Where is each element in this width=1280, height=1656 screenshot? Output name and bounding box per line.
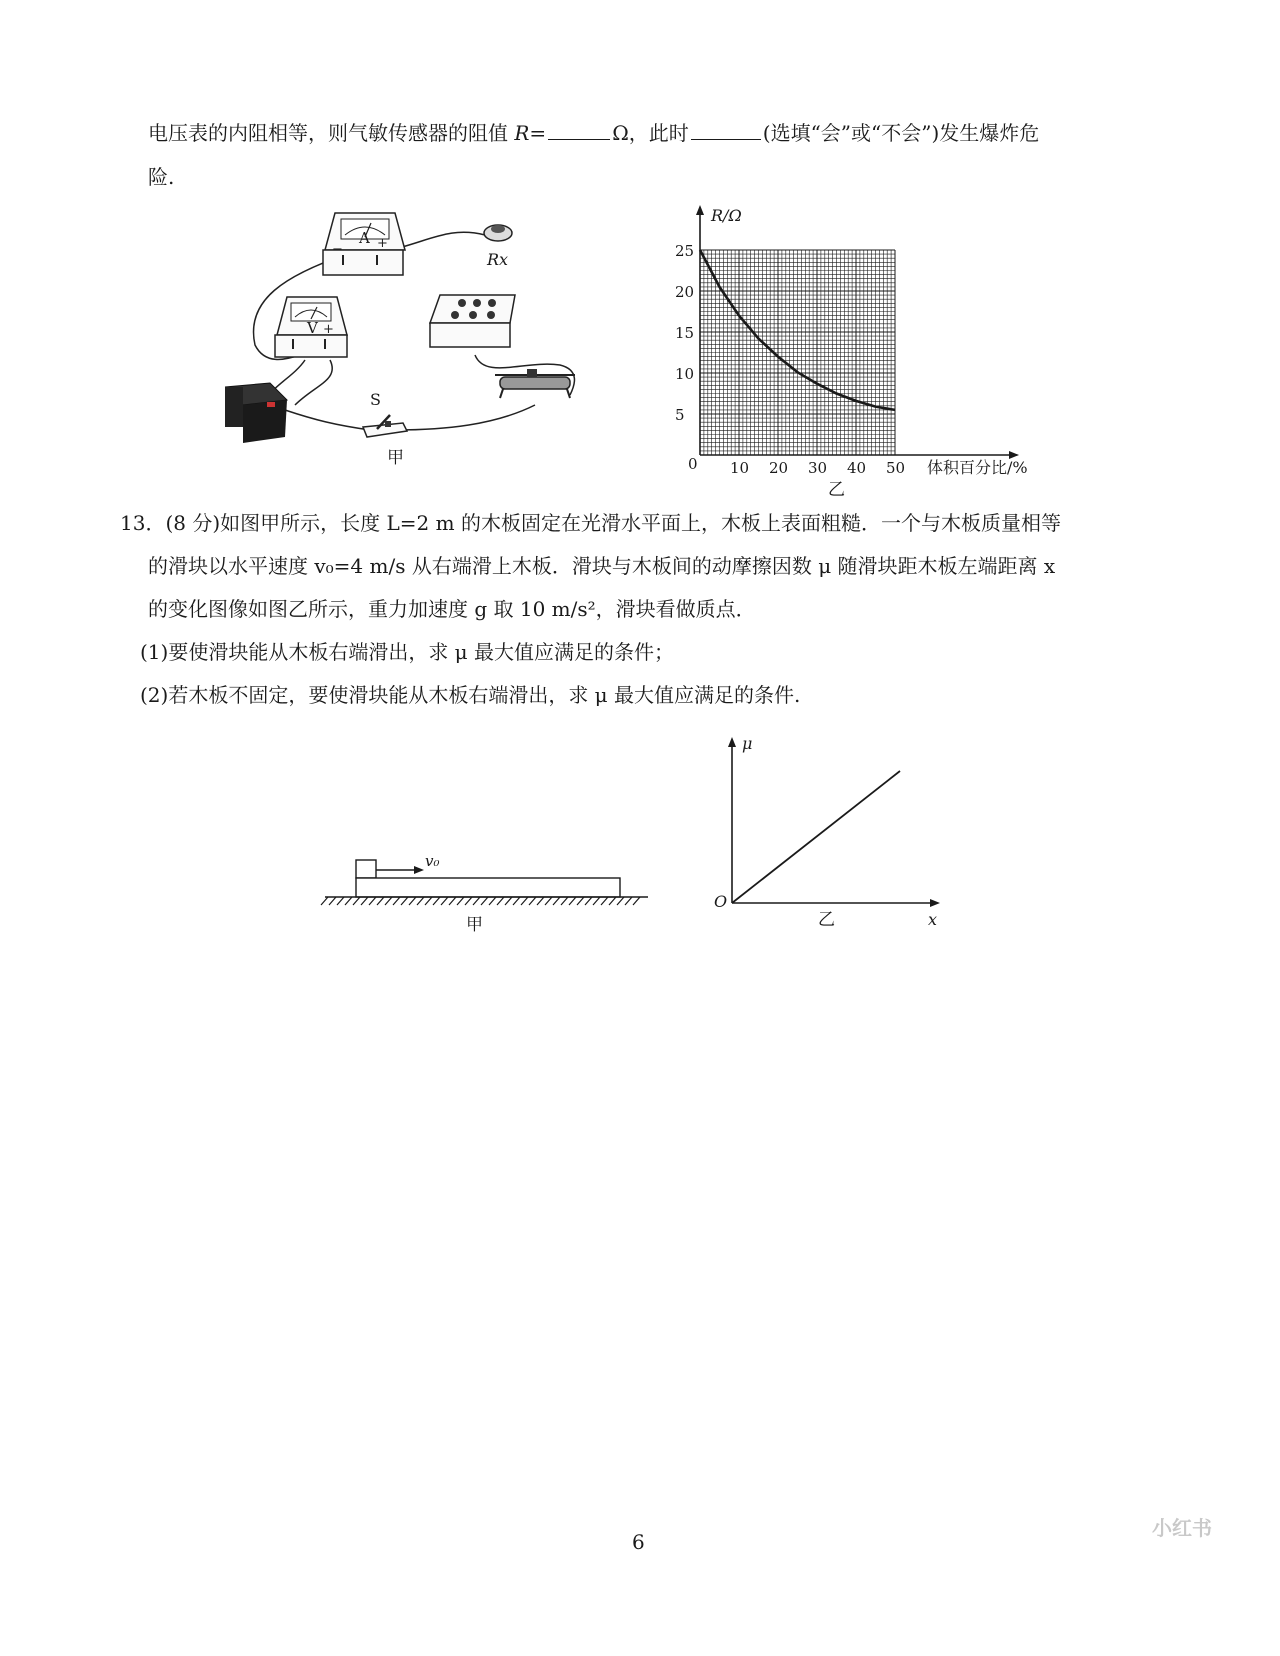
hatch-line (385, 897, 392, 905)
switch-icon (363, 415, 407, 437)
ammeter-minus: − (332, 242, 343, 257)
hatch-line (633, 897, 640, 905)
y-tick-label: 20 (675, 283, 695, 301)
hatch-line (361, 897, 368, 905)
rheostat-icon (495, 369, 575, 398)
ammeter-label: A (359, 229, 370, 247)
hatch-line (321, 897, 328, 905)
switch-label: S (370, 390, 381, 409)
hatch-line (369, 897, 376, 905)
hatch-line (553, 897, 560, 905)
y-axis-label: R/Ω (711, 206, 742, 225)
hatch-line (417, 897, 424, 905)
answer-blank-danger[interactable] (691, 121, 761, 140)
hatch-line (521, 897, 528, 905)
hatch-line (585, 897, 592, 905)
q12-line-2: 险. (148, 165, 175, 189)
hatch-line (433, 897, 440, 905)
hatch-line (465, 897, 472, 905)
x-tick-label: 10 (730, 459, 750, 477)
hatch-line (377, 897, 384, 905)
hatch-line (409, 897, 416, 905)
hatch-line (481, 897, 488, 905)
battery-icon (225, 383, 287, 443)
hatch-line (441, 897, 448, 905)
hatch-line (513, 897, 520, 905)
q12-eq: = (529, 121, 547, 145)
x-axis-label: 体积百分比/% (927, 458, 1028, 477)
mu-line (732, 771, 900, 903)
hatch-line (345, 897, 352, 905)
q13-line-3: 的变化图像如图乙所示，重力加速度 g 取 10 m/s²，滑块看做质点． (148, 597, 756, 621)
hatch-line (425, 897, 432, 905)
hatch-line (593, 897, 600, 905)
hatch-line (601, 897, 608, 905)
x-tick-label: 30 (808, 459, 828, 477)
hatch-line (353, 897, 360, 905)
voltmeter-plus: + (323, 322, 334, 337)
q12-text-part1: 电压表的内阻相等，则气敏传感器的阻值 (148, 121, 508, 145)
y-tick-label: 15 (675, 324, 695, 342)
origin-o: O (714, 892, 728, 911)
ammeter-plus: + (377, 236, 388, 251)
hatch-line (569, 897, 576, 905)
graph-grid (700, 250, 895, 455)
resistance-box-icon (430, 295, 515, 347)
hatch-line (561, 897, 568, 905)
velocity-arrow-icon (414, 866, 424, 874)
wooden-board (356, 878, 620, 897)
hatch-line (537, 897, 544, 905)
hatch-line (545, 897, 552, 905)
hatch-line (401, 897, 408, 905)
mu-x-graph (710, 735, 950, 935)
x-tick-label: 40 (847, 459, 867, 477)
hatch-line (329, 897, 336, 905)
y-tick-label: 25 (675, 242, 695, 260)
q12-r-symbol: R (514, 121, 530, 145)
hatch-line (617, 897, 624, 905)
y-axis-arrow-icon (696, 205, 704, 215)
x-tick-label: 20 (769, 459, 789, 477)
hatch-line (529, 897, 536, 905)
hatch-line (609, 897, 616, 905)
q13-line-2: 的滑块以水平速度 v₀=4 m/s 从右端滑上木板．滑块与木板间的动摩擦因数 μ 随滑块距木板左端距离 x (148, 554, 1056, 578)
x-tick-label: 50 (886, 459, 906, 477)
q13-subquestion-2: (2)若木板不固定，要使滑块能从木板右端滑出，求 μ 最大值应满足的条件. (140, 683, 801, 707)
hatch-line (473, 897, 480, 905)
q13-subquestion-1: (1)要使滑块能从木板右端滑出，求 μ 最大值应满足的条件； (140, 640, 675, 664)
hatch-line (457, 897, 464, 905)
q13-score: (8 分) (165, 511, 221, 535)
watermark-logo: 小红书 (1152, 1516, 1212, 1540)
board-block-figure (320, 840, 660, 940)
q12-text-part2: (选填“会”或“不会”)发生爆炸危 (762, 121, 1040, 145)
graph-origin: 0 (688, 455, 698, 473)
y-tick-label: 10 (675, 365, 695, 383)
v0-label: v₀ (425, 852, 440, 870)
x-label: x (928, 910, 938, 929)
q13-number: 13． (120, 511, 166, 535)
gas-sensor-icon (484, 225, 512, 241)
mu-axis-arrow-icon (728, 737, 736, 747)
circuit-caption: 甲 (387, 448, 404, 468)
q12-omega: Ω，此时 (612, 121, 689, 145)
hatch-line (489, 897, 496, 905)
answer-blank-r[interactable] (548, 121, 610, 140)
hatch-line (497, 897, 504, 905)
y-tick-label: 5 (675, 406, 685, 424)
x-axis-13-arrow-icon (930, 899, 940, 907)
hatch-line (625, 897, 632, 905)
circuit-diagram (225, 205, 625, 495)
slider-block (356, 860, 376, 878)
hatch-line (449, 897, 456, 905)
hatch-line (577, 897, 584, 905)
page-number: 6 (632, 1530, 645, 1554)
rx-label: Rx (487, 250, 509, 269)
fig13a-caption: 甲 (466, 915, 483, 935)
hatch-line (393, 897, 400, 905)
fig13b-caption: 乙 (818, 910, 835, 930)
q12-line-1 (148, 120, 1039, 146)
hatch-line (505, 897, 512, 905)
voltmeter-label: V (307, 319, 318, 337)
q13-line-1 (120, 510, 1061, 536)
mu-label: μ (742, 735, 753, 753)
graph-caption: 乙 (828, 480, 845, 500)
resistance-graph (655, 205, 1055, 505)
hatch-line (337, 897, 344, 905)
q13-text-1: 如图甲所示，长度 L=2 m 的木板固定在光滑水平面上，木板上表面粗糙．一个与木板质量相等 (220, 511, 1061, 535)
ground-hatch (321, 897, 640, 905)
